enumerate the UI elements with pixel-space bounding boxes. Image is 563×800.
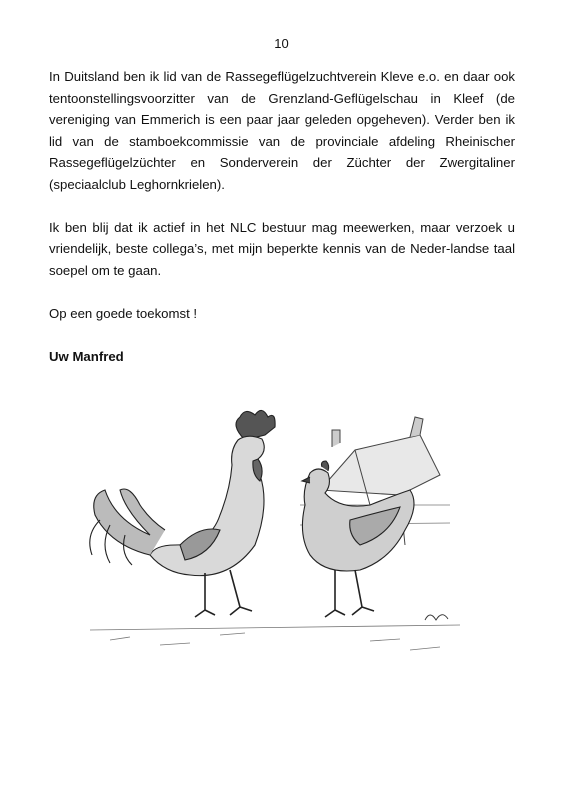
paragraph-closing: Op een goede toekomst ! [49, 305, 198, 321]
page-number: 10 [274, 36, 289, 51]
paragraph-membership: In Duitsland ben ik lid van de Rassegeflügelzuchtverein Kleve e.o. en daar ook tentoonstellingsvoorzitter van de Grenzland-Geflügelschau in Kleef (de vereniging van Emmerich is een paar jaar geleden opgeheven). Verder ben ik lid van de stamboekcommissie van de provinciale afdeling Rheinischer Rassegeflügelzüchter en Sonderverein der Züchter der Zwergitaliner (speciaalclub Leghornkrielen). [49, 69, 515, 192]
artist-signature [425, 615, 448, 620]
rooster-hen-illustration [70, 395, 470, 665]
paragraph-board: Ik ben blij dat ik actief in het NLC bestuur mag meewerken, maar verzoek u vriendelijk, beste collega’s, met mijn beperkte kennis van de Neder-landse taal soepel om te gaan. [49, 219, 515, 278]
body-text [49, 66, 515, 367]
ground [90, 625, 460, 650]
signature: Uw Manfred [49, 348, 124, 364]
rooster [90, 410, 275, 617]
